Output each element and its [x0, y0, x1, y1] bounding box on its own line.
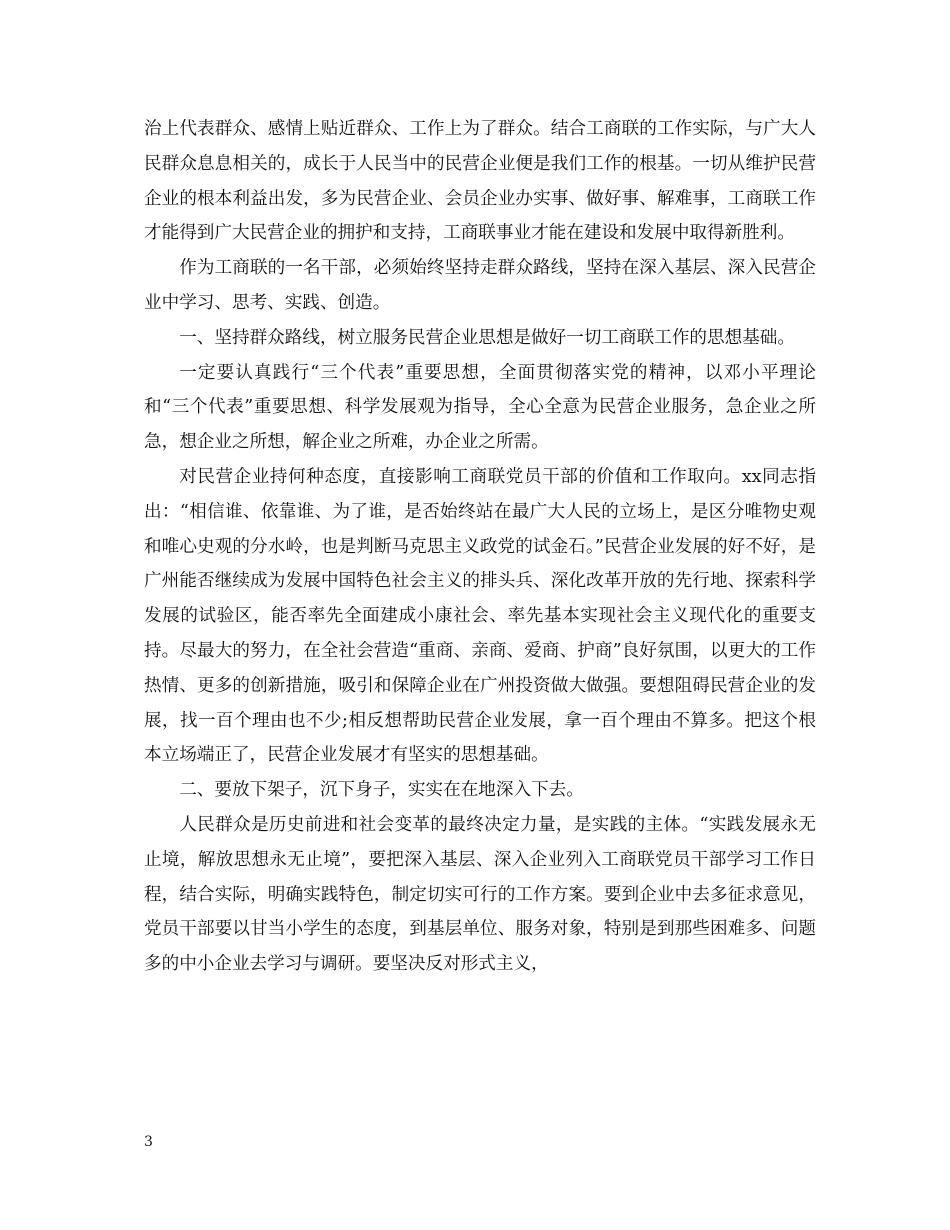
paragraph-7: 人民群众是历史前进和社会变革的最终决定力量，是实践的主体。“实践发展永无止境，解放思想永无止境”，要把深入基层、深入企业列入工商联党员干部学习工作日程，结合实际，明确实践特色，制定切实可行的工作方案。要到企业中去多征求意见，党员干部要以甘当小学生的态度，到基层单位、服务对象，特别是到那些困难多、问题多的中小企业去学习与调研。要坚决反对形式主义， [144, 814, 816, 975]
paragraph-1: 治上代表群众、感情上贴近群众、工作上为了群众。结合工商联的工作实际，与广大人民群众息息相关的，成长于人民当中的民营企业便是我们工作的根基。一切从维护民营企业的根本利益出发，多为民营企业、会员企业办实事、做好事、解难事，工商联工作才能得到广大民营企业的拥护和支持，工商联事业才能在建设和发展中取得新胜利。 [144, 119, 816, 244]
paragraph-6-section-heading: 二、要放下架子，沉下身子，实实在在地深入下去。 [179, 780, 584, 801]
paragraph-2: 作为工商联的一名干部，必须始终坚持走群众路线，坚持在深入基层、深入民营企业中学习、思考、实践、创造。 [144, 258, 816, 313]
paragraph-4: 一定要认真践行“三个代表”重要思想，全面贯彻落实党的精神，以邓小平理论和“三个代表”重要思想、科学发展观为指导，全心全意为民营企业服务，急企业之所急，想企业之所想，解企业之所难，办企业之所需。 [144, 362, 816, 453]
paragraph-5: 对民营企业持何种态度，直接影响工商联党员干部的价值和工作取向。xx同志指出：“相信谁、依靠谁、为了谁，是否始终站在最广大人民的立场上，是区分唯物史观和唯心史观的分水岭，也是判断马克思主义政党的试金石。”民营企业发展的好不好，是广州能否继续成为发展中国特色社会主义的排头兵、深化改革开放的先行地、探索科学发展的试验区，能否率先全面建成小康社会、率先基本实现社会主义现代化的重要支持。尽最大的努力，在全社会营造“重商、亲商、爱商、护商”良好氛围，以更大的工作热情、更多的创新措施，吸引和保障企业在广州投资做大做强。要想阻碍民营企业的发展，找一百个理由也不少;相反想帮助民营企业发展，拿一百个理由不算多。把这个根本立场端正了，民营企业发展才有坚实的思想基础。 [144, 466, 816, 766]
paragraph-3-section-heading: 一、坚持群众路线，树立服务民营企业思想是做好一切工商联工作的思想基础。 [179, 327, 795, 348]
document-body [144, 112, 816, 982]
page-number: 3 [144, 1134, 153, 1150]
